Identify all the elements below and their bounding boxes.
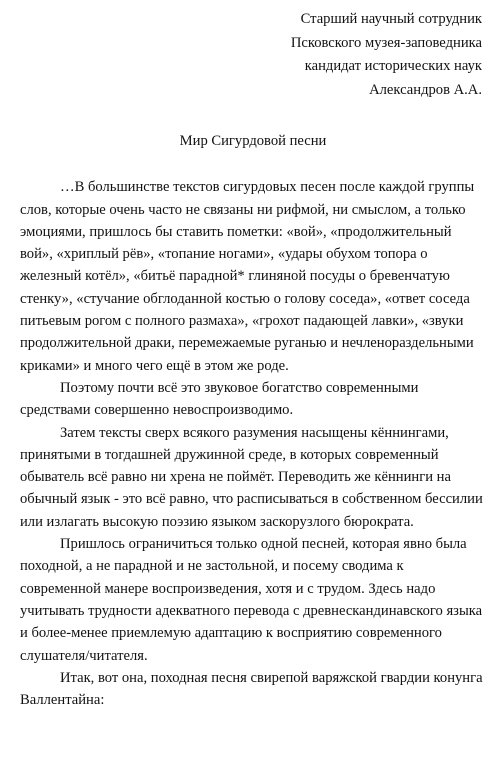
- paragraph-1: …В большинстве текстов сигурдовых песен после каждой группы слов, которые очень часто не связаны ни рифмой, ни смыслом, а только эмоциями, пришлось бы ставить пометки: «вой», «продолжительный вой», «хриплый рёв», «топание ногами», «удары обухом топора о железный котёл», «битьё парадной* глиняной посуды о бревенчатую стенку», «стучание обглоданной костью о голову соседа», «ответ соседа питьевым рогом с полного размаха», «грохот падающей лавки», «звуки продолжительной драки, перемежаемые руганью и нечленораздельными криками» и много чего ещё в этом же роде.: [20, 179, 475, 374]
- paragraph-5: Итак, вот она, походная песня свирепой варяжской гвардии конунга Валлентайна:: [20, 669, 483, 709]
- author-name: Александров А.А.: [369, 81, 482, 98]
- author-block: [20, 8, 486, 102]
- author-position: Старший научный сотрудник: [300, 11, 482, 27]
- paragraph-2: Поэтому почти всё это звуковое богатство современными средствами совершенно невоспроизводимо.: [20, 379, 419, 419]
- document-title: Мир Сигурдовой песни: [179, 133, 327, 149]
- paragraph-3: Затем тексты сверх всякого разумения насыщены кённингами, принятыми в тогдашней дружинной среде, в которых современный обыватель всё равно ни хрена не поймёт. Переводить же кённинги на обычный язык - это всё равно, что расписываться в собственном бессилии или излагать высокую поэзию языком заскорузлого бюрократа.: [20, 424, 483, 530]
- author-degree: кандидат исторических наук: [304, 58, 482, 74]
- paragraph-4: Пришлось ограничиться только одной песней, которая явно была походной, а не парадной и не застольной, и посему сводима к современной манере воспроизведения, хотя и с трудом. Здесь надо учитывать трудности адекватного перевода с древнескандинавского языка и более-менее приемлемую адаптацию к восприятию современного слушателя/читателя.: [20, 536, 483, 664]
- author-institution: Псковского музея-заповедника: [290, 34, 482, 51]
